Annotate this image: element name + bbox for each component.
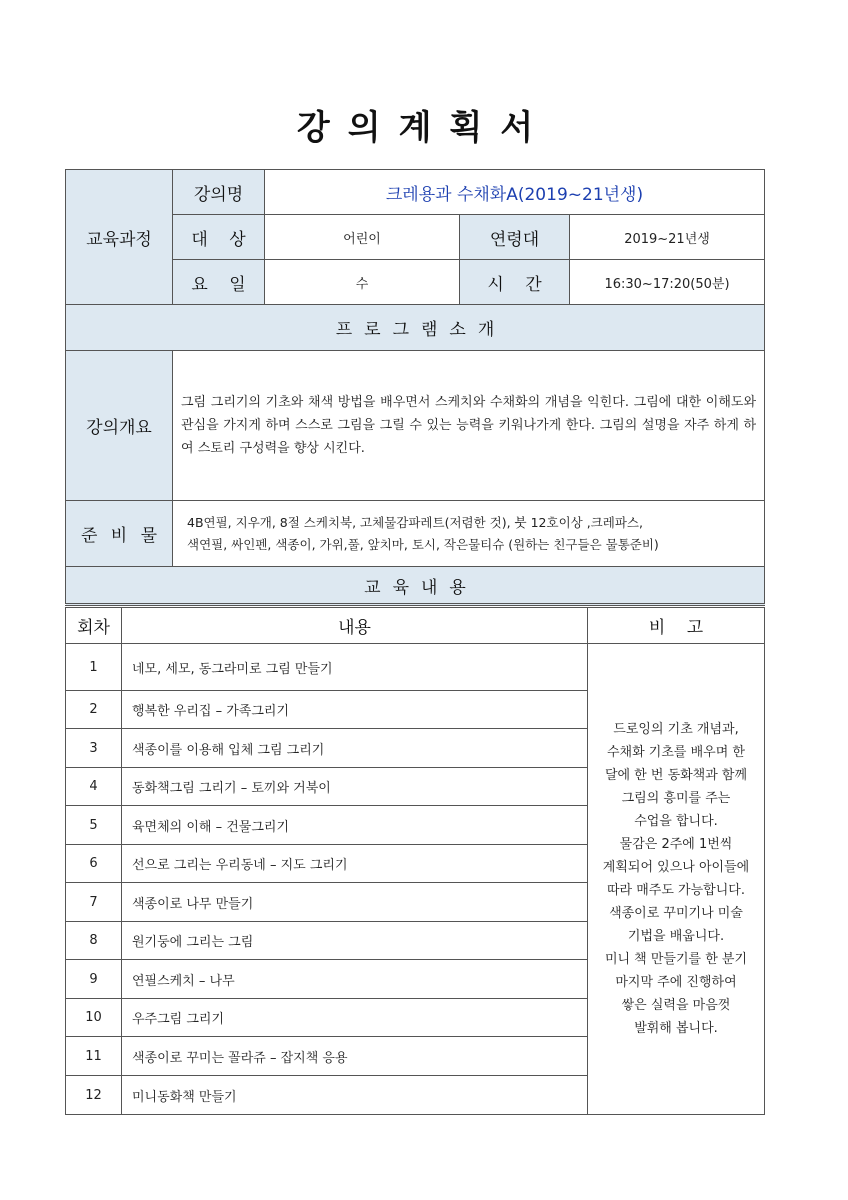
time-label: 시 간 — [460, 260, 570, 305]
session-content: 색종이를 이용해 입체 그림 그리기 — [122, 729, 588, 768]
session-number: 12 — [66, 1076, 122, 1115]
remark-line: 발휘해 봅니다. — [634, 1021, 718, 1036]
materials-line-2: 색연필, 싸인펜, 색종이, 가위,풀, 앞치마, 토시, 작은물티슈 (원하는 친구들은 물통준비) — [187, 536, 659, 552]
time-value: 16:30~17:20(50분) — [570, 260, 765, 305]
lecture-name-label: 강의명 — [173, 170, 265, 215]
session-number: 5 — [66, 806, 122, 845]
session-number: 11 — [66, 1037, 122, 1076]
age-label: 연령대 — [460, 215, 570, 260]
session-number: 6 — [66, 845, 122, 883]
remark-line: 계획되어 있으나 아이들에 — [602, 860, 750, 875]
materials-text — [173, 501, 765, 567]
remark-line: 색종이로 꾸미기나 미술 — [609, 906, 743, 921]
course-info-table — [65, 169, 765, 606]
session-number: 8 — [66, 922, 122, 960]
session-content: 원기둥에 그리는 그림 — [122, 922, 588, 960]
materials-line-1: 4B연필, 지우개, 8절 스케치북, 고체물감파레트(저렴한 것), 붓 12호이상 ,크레파스, — [187, 514, 643, 530]
session-column-header: 회차 — [66, 608, 122, 644]
content-column-header: 내용 — [122, 608, 588, 644]
target-value: 어린이 — [265, 215, 460, 260]
remark-line: 마지막 주에 진행하여 — [615, 975, 737, 990]
remarks-cell — [588, 644, 765, 1115]
remark-line: 따라 매주도 가능합니다. — [607, 883, 745, 898]
session-number: 3 — [66, 729, 122, 768]
remark-line: 미니 책 만들기를 한 분기 — [604, 952, 748, 967]
age-value: 2019~21년생 — [570, 215, 765, 260]
remark-line: 쌓은 실력을 마음껏 — [621, 998, 731, 1013]
content-header: 교육내용 — [66, 567, 765, 605]
day-label: 요 일 — [173, 260, 265, 305]
lecture-name: 크레용과 수채화A(2019~21년생) — [265, 170, 765, 215]
session-number: 1 — [66, 644, 122, 691]
schedule-header-row — [66, 608, 765, 644]
course-label: 교육과정 — [66, 170, 173, 305]
session-content: 색종이로 나무 만들기 — [122, 883, 588, 922]
overview-label: 강의개요 — [66, 351, 173, 501]
session-content: 육면체의 이해 – 건물그리기 — [122, 806, 588, 845]
remark-line: 달에 한 번 동화책과 함께 — [604, 768, 748, 783]
session-number: 9 — [66, 960, 122, 999]
remark-line: 수업을 합니다. — [634, 814, 718, 829]
session-content: 우주그림 그리기 — [122, 999, 588, 1037]
session-number: 7 — [66, 883, 122, 922]
table-row — [66, 644, 765, 691]
program-intro-header: 프로그램소개 — [66, 305, 765, 351]
session-content: 연필스케치 – 나무 — [122, 960, 588, 999]
remark-line: 드로잉의 기초 개념과, — [613, 722, 739, 737]
note-column-header: 비 고 — [588, 608, 765, 644]
session-number: 4 — [66, 768, 122, 806]
session-content: 미니동화책 만들기 — [122, 1076, 588, 1115]
target-label: 대 상 — [173, 215, 265, 260]
remark-line: 기법을 배웁니다. — [627, 929, 725, 944]
remark-line: 그림의 흥미를 주는 — [621, 791, 731, 806]
schedule-table — [65, 607, 765, 1115]
overview-text: 그림 그리기의 기초와 채색 방법을 배우면서 스케치와 수채화의 개념을 익힌다. 그림에 대한 이해도와 관심을 가지게 하며 스스로 그림을 그릴 수 있는 능력을 키워나가게 한다. 그림의 설명을 자주 하게 하여 스토리 구성력을 향상 시킨다. — [173, 351, 765, 501]
session-number: 10 — [66, 999, 122, 1037]
session-content: 네모, 세모, 동그라미로 그림 만들기 — [122, 644, 588, 691]
day-value: 수 — [265, 260, 460, 305]
remark-line: 물감은 2주에 1번씩 — [619, 837, 733, 852]
page-title: 강의계획서 — [296, 108, 552, 148]
session-content: 선으로 그리는 우리동네 – 지도 그리기 — [122, 845, 588, 883]
materials-label: 준 비 물 — [66, 501, 173, 567]
session-content: 색종이로 꾸미는 꼴라쥬 – 잡지책 응용 — [122, 1037, 588, 1076]
session-content: 동화책그림 그리기 – 토끼와 거북이 — [122, 768, 588, 806]
session-content: 행복한 우리집 – 가족그리기 — [122, 691, 588, 729]
remark-line: 수채화 기초를 배우며 한 — [607, 745, 745, 760]
session-number: 2 — [66, 691, 122, 729]
